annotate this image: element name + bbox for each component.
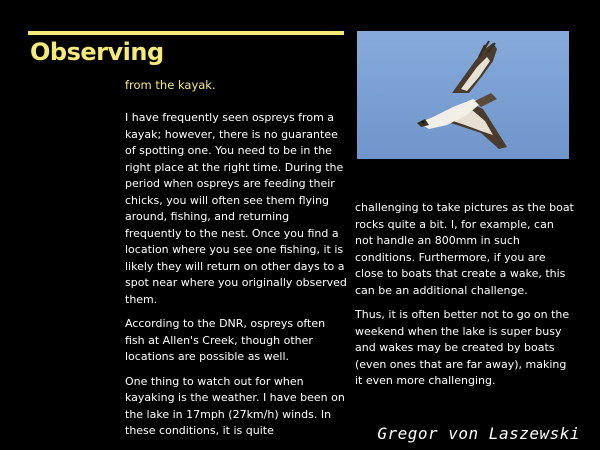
- page-title: Observing: [30, 38, 164, 66]
- paragraph: One thing to watch out for when kayaking is the weather. I have been on the lake in 17mph (27km/h) winds. In these conditions, it is quite: [125, 374, 345, 437]
- paragraph: challenging to take pictures as the boat rocks quite a bit. I, for example, can not handle an 800mm in such conditions. Furthermore, if you are close to boats that create a wake, this can be an additional challenge.: [355, 201, 574, 297]
- page-subtitle: from the kayak.: [125, 78, 216, 92]
- paragraph: I have frequently seen ospreys from a kayak; however, there is no guarantee of spotting one. You need to be in the right place at the right time. During the period when ospreys are feeding their chicks, you will often see them flying around, fishing, and returning frequently to the nest. Once you find a location where you see one fishing, it is likely they will return on other days to a spot near where you originally observed them.: [125, 111, 347, 306]
- title-rule: [28, 31, 344, 35]
- paragraph: According to the DNR, ospreys often fish at Allen's Creek, though other locations are possible as well.: [125, 317, 326, 363]
- osprey-image: [357, 31, 569, 159]
- left-text-column: [125, 110, 347, 448]
- author-signature: Gregor von Laszewski: [377, 424, 580, 443]
- osprey-photo: [357, 31, 569, 159]
- paragraph: Thus, it is often better not to go on the weekend when the lake is super busy and wakes may be created by boats (even ones that are far away), making it even more challenging.: [355, 308, 570, 387]
- right-text-column: [355, 200, 575, 398]
